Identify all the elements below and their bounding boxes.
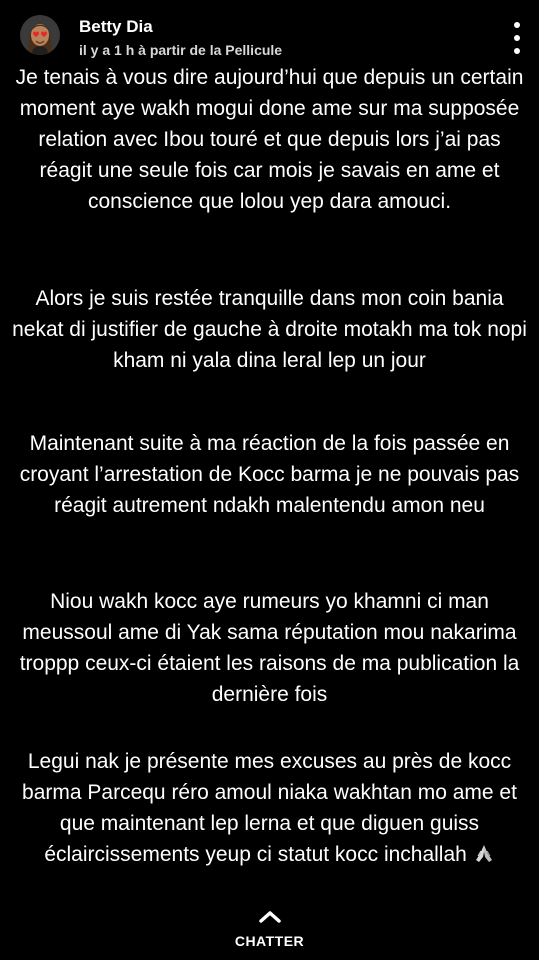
- story-timestamp: il y a 1 h à partir de la Pellicule: [79, 42, 283, 58]
- story-paragraph: Maintenant suite à ma réaction de la fois passée en croyant l’arrestation de Kocc barma je ne pouvais pas réagit autrement ndakh malentendu amon neu: [19, 432, 520, 517]
- bitmoji-avatar-icon: [20, 15, 60, 55]
- chat-label: CHATTER: [234, 933, 305, 949]
- story-paragraph-text: Legui nak je présente mes excuses au près de kocc barma Parcequ réro amoul niaka wakhtan mo ame et que maintenant lep lerna et que diguen guiss éclaircissements yeup ci statut kocc inchallah: [22, 750, 517, 866]
- story-paragraph: Niou wakh kocc aye rumeurs yo khamni ci man meussoul ame di Yak sama réputation mou nakarima troppp ceux-ci étaient les raisons de ma publication la dernière fois: [19, 590, 520, 706]
- story-paragraph: Je tenais à vous dire aujourd’hui que depuis un certain moment aye wakh mogui done ame sur ma supposée relation avec Ibou touré et que depuis lors j’ai pas réagit une seule fois car mois je savais en ame et conscience que lolou yep dara amouci.: [15, 66, 524, 213]
- user-name[interactable]: Betty Dia: [79, 17, 153, 36]
- story-header: [0, 0, 539, 64]
- chevron-up-icon: [258, 909, 282, 925]
- more-options-button[interactable]: [511, 22, 523, 54]
- chat-button[interactable]: [0, 905, 539, 960]
- avatar[interactable]: [20, 15, 60, 55]
- story-paragraph: [10, 746, 529, 870]
- story-paragraph: Alors je suis restée tranquille dans mon coin bania nekat di justifier de gauche à droite motakh ma tok nopi kham ni yala dina leral lep un jour: [12, 287, 527, 372]
- vertical-ellipsis-icon: [514, 22, 520, 28]
- praying-hands-icon: [473, 842, 495, 864]
